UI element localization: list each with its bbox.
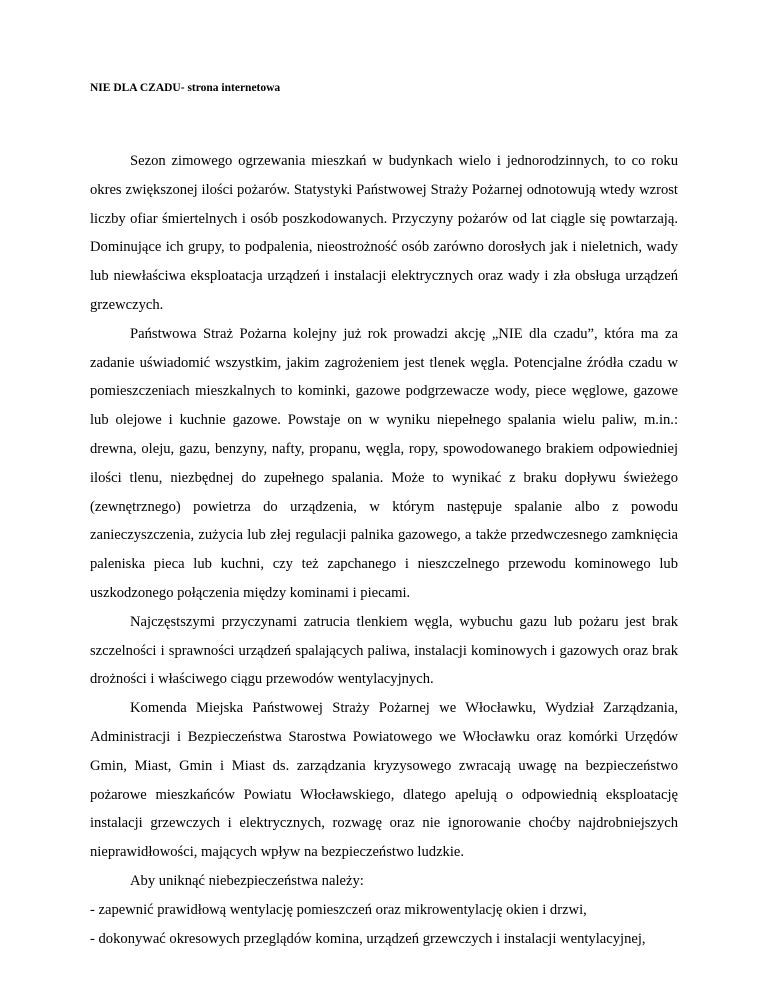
document-body [90, 147, 678, 953]
paragraph-common-causes: Najczęstszymi przyczynami zatrucia tlenkiem węgla, wybuchu gazu lub pożaru jest brak szczelności i sprawności urządzeń spalających paliwa, instalacji kominowych i gazowych oraz brak drożności i właściwego ciągu przewodów wentylacyjnych. [90, 613, 678, 688]
paragraph-heating-season: Sezon zimowego ogrzewania mieszkań w budynkach wielo i jednorodzinnych, to co roku okres zwiększonej ilości pożarów. Statystyki Państwowej Straży Pożarnej odnotowują wtedy wzrost liczby ofiar śmiertelnych i osób poszkodowanych. Przyczyny pożarów od lat ciągle się powtarzają. Dominujące ich grupy, to podpalenia, nieostrożność osób zarówno dorosłych jak i nieletnich, wady lub niewłaściwa eksploatacja urządzeń i instalacji elektrycznych oraz wady i zła obsługa urządzeń grzewczych. [90, 153, 678, 313]
paragraph-list-intro: Aby uniknąć niebezpieczeństwa należy: [130, 872, 364, 889]
safety-list [90, 896, 678, 954]
list-item: - dokonywać okresowych przeglądów komina, urządzeń grzewczych i instalacji wentylacyjnej, [90, 930, 646, 947]
document-title: NIE DLA CZADU- strona internetowa [90, 82, 281, 94]
paragraph-appeal: Komenda Miejska Państwowej Straży Pożarnej we Włocławku, Wydział Zarządzania, Administracji i Bezpieczeństwa Starostwa Powiatowego we Włocławku oraz komórki Urzędów Gmin, Miast, Gmin i Miast ds. zarządzania kryzysowego zwracają uwagę na bezpieczeństwo pożarowe mieszkańców Powiatu Włocławskiego, dlatego apelują o odpowiednią eksploatację instalacji grzewczych i elektrycznych, rozwagę oraz nie ignorowanie choćby najdrobniejszych nieprawidłowości, mających wpływ na bezpieczeństwo ludzkie. [90, 700, 678, 861]
paragraph-nie-dla-czadu-campaign: Państwowa Straż Pożarna kolejny już rok prowadzi akcję „NIE dla czadu”, która ma za zadanie uświadomić wszystkim, jakim zagrożeniem jest tlenek węgla. Potencjalne źródła czadu w pomieszczeniach mieszkalnych to kominki, gazowe podgrzewacze wody, piece węglowe, gazowe lub olejowe i kuchnie gazowe. Powstaje on w wyniku niepełnego spalania wielu paliw, m.in.: drewna, oleju, gazu, benzyny, nafty, propanu, węgla, ropy, spowodowanego brakiem odpowiedniej ilości tlenu, niezbędnej do zupełnego spalania. Może to wynikać z braku dopływu świeżego (zewnętrznego) powietrza do urządzenia, w którym następuje spalanie albo z powodu zanieczyszczenia, zużycia lub złej regulacji palnika gazowego, a także przedwczesnego zamknięcia paleniska pieca lub kuchni, czy też zapchanego i nieszczelnego przewodu kominowego lub uszkodzonego połączenia między kominami i piecami. [90, 325, 678, 601]
list-item: - zapewnić prawidłową wentylację pomieszczeń oraz mikrowentylację okien i drzwi, [90, 901, 587, 918]
